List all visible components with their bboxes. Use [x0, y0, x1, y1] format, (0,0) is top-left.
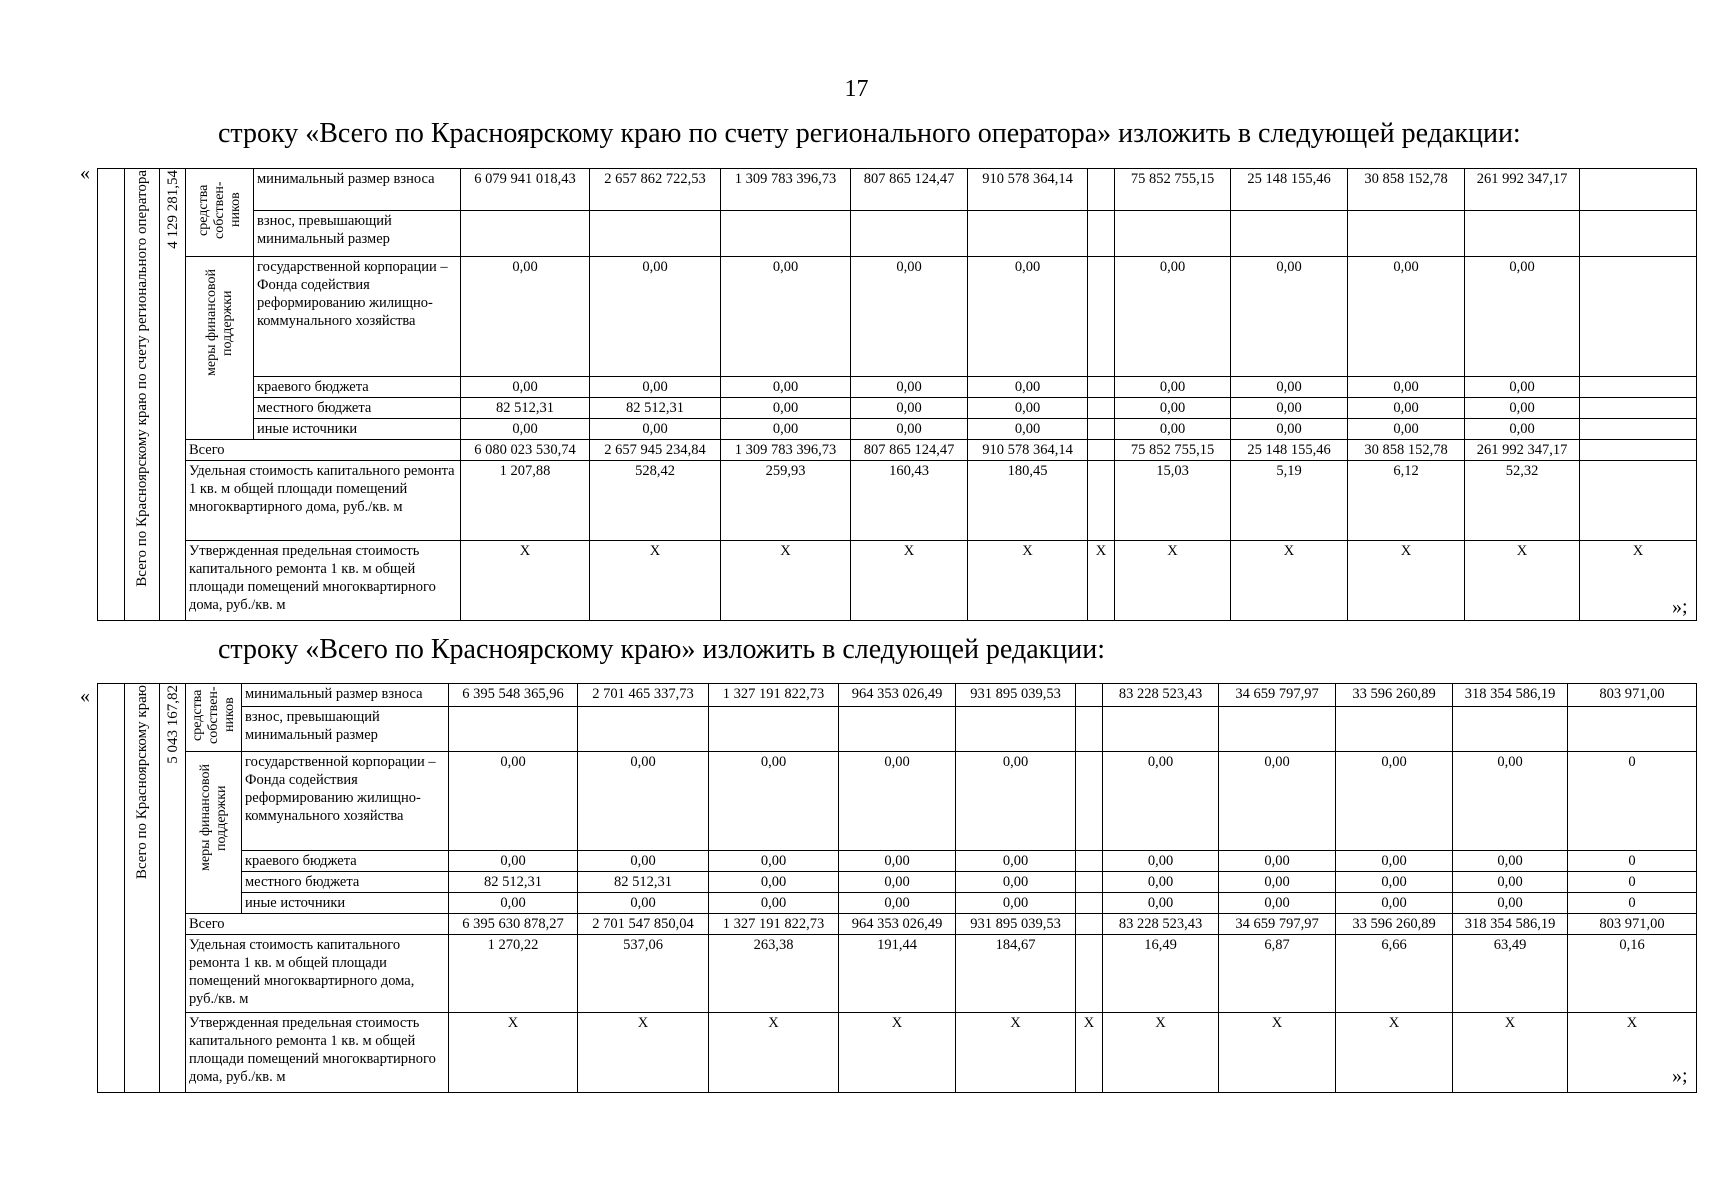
value-cell	[1088, 419, 1115, 440]
value-cell: 191,44	[839, 935, 956, 1013]
value-cell	[1580, 257, 1697, 377]
value-cell: 259,93	[721, 461, 851, 541]
row-label: иные источники	[242, 893, 449, 914]
value-cell	[851, 210, 968, 256]
value-cell: 160,43	[851, 461, 968, 541]
row-label: местного бюджета	[242, 872, 449, 893]
value-cell: 63,49	[1453, 935, 1568, 1013]
group-label-cell: Всего по Красноярскому краю	[125, 684, 160, 1093]
value-cell: 184,67	[956, 935, 1076, 1013]
section1-open-quote: «	[80, 162, 90, 184]
value-cell: 1 327 191 822,73	[709, 914, 839, 935]
value-cell	[1076, 752, 1103, 851]
value-cell: 0,00	[1231, 377, 1348, 398]
value-cell: 6,66	[1336, 935, 1453, 1013]
value-cell: X	[1219, 1013, 1336, 1093]
value-cell	[1453, 707, 1568, 752]
value-cell: 0,00	[721, 257, 851, 377]
value-cell: 803 971,00	[1568, 684, 1697, 707]
value-cell: 0,00	[578, 893, 709, 914]
value-cell: 0,00	[851, 377, 968, 398]
value-cell: 6 395 548 365,96	[449, 684, 578, 707]
value-cell: 0,00	[449, 851, 578, 872]
value-cell	[449, 707, 578, 752]
value-cell	[1580, 210, 1697, 256]
empty-margin-cell	[98, 169, 125, 621]
value-cell: 2 657 862 722,53	[590, 169, 721, 211]
value-cell: 803 971,00	[1568, 914, 1697, 935]
value-cell: 261 992 347,17	[1465, 440, 1580, 461]
value-cell: 0,00	[721, 419, 851, 440]
value-cell: X	[968, 541, 1088, 621]
value-cell: 0,00	[1348, 419, 1465, 440]
area-cell: 5 043 167,82	[160, 684, 186, 1093]
value-cell: X	[1088, 541, 1115, 621]
value-cell: 0,00	[851, 398, 968, 419]
value-cell: 0,00	[968, 377, 1088, 398]
value-cell: X	[578, 1013, 709, 1093]
value-cell: 807 865 124,47	[851, 169, 968, 211]
value-cell: 0,00	[1465, 398, 1580, 419]
value-cell	[1076, 851, 1103, 872]
value-cell	[956, 707, 1076, 752]
owners-funds-cell: средства собствен-ников	[186, 169, 254, 257]
value-cell	[1076, 893, 1103, 914]
value-cell: 25 148 155,46	[1231, 440, 1348, 461]
value-cell: 30 858 152,78	[1348, 440, 1465, 461]
value-cell: 0,00	[968, 419, 1088, 440]
value-cell: X	[1231, 541, 1348, 621]
row-label: Всего	[186, 440, 461, 461]
value-cell	[1088, 169, 1115, 211]
value-cell: X	[461, 541, 590, 621]
value-cell	[1088, 440, 1115, 461]
value-cell: 0,00	[709, 752, 839, 851]
value-cell: 0,00	[1103, 893, 1219, 914]
value-cell	[839, 707, 956, 752]
empty-margin-cell	[98, 684, 125, 1093]
section2-intro: строку «Всего по Красноярскому краю» изложить в следующей редакции:	[218, 634, 1106, 665]
row-label: государственной корпорации – Фонда содействия реформированию жилищно-коммунального хозяйства	[254, 257, 461, 377]
value-cell: 0,00	[1115, 398, 1231, 419]
row-label: минимальный размер взноса	[254, 169, 461, 211]
support-measures-cell: меры финансовой поддержки	[186, 257, 254, 440]
value-cell: 0,00	[1219, 893, 1336, 914]
value-cell: 0,00	[578, 752, 709, 851]
value-cell	[1580, 440, 1697, 461]
value-cell: 83 228 523,43	[1103, 914, 1219, 935]
value-cell: 0,00	[956, 893, 1076, 914]
row-label: местного бюджета	[254, 398, 461, 419]
value-cell	[968, 210, 1088, 256]
value-cell: X	[1348, 541, 1465, 621]
value-cell: 0,00	[1453, 851, 1568, 872]
value-cell	[1568, 707, 1697, 752]
value-cell: X	[1568, 1013, 1697, 1093]
page-number: 17	[844, 76, 869, 102]
value-cell: 0,00	[839, 851, 956, 872]
value-cell: 16,49	[1103, 935, 1219, 1013]
value-cell: 6 395 630 878,27	[449, 914, 578, 935]
value-cell: 0,00	[1453, 752, 1568, 851]
value-cell: 0,00	[709, 872, 839, 893]
owners-funds-cell: средства собствен-ников	[186, 684, 242, 752]
row-label: государственной корпорации – Фонда содействия реформированию жилищно-коммунального хозяйства	[242, 752, 449, 851]
value-cell	[1580, 377, 1697, 398]
value-cell: X	[721, 541, 851, 621]
row-label: Утвержденная предельная стоимость капитального ремонта 1 кв. м общей площади помещений многоквартирного дома, руб./кв. м	[186, 541, 461, 621]
value-cell	[1088, 257, 1115, 377]
value-cell: 0,00	[1231, 419, 1348, 440]
row-label: взнос, превышающий минимальный размер	[242, 707, 449, 752]
value-cell	[1076, 707, 1103, 752]
value-cell: 0,00	[1103, 752, 1219, 851]
value-cell	[709, 707, 839, 752]
value-cell: 83 228 523,43	[1103, 684, 1219, 707]
value-cell: 0,00	[461, 377, 590, 398]
value-cell: X	[851, 541, 968, 621]
value-cell	[1348, 210, 1465, 256]
value-cell: 52,32	[1465, 461, 1580, 541]
value-cell: 6 080 023 530,74	[461, 440, 590, 461]
value-cell: 0	[1568, 752, 1697, 851]
value-cell: X	[839, 1013, 956, 1093]
value-cell: X	[709, 1013, 839, 1093]
value-cell	[1580, 169, 1697, 211]
value-cell: 0,00	[968, 257, 1088, 377]
value-cell	[1076, 914, 1103, 935]
section2-close-quote: »;	[1672, 1065, 1688, 1087]
value-cell: X	[1336, 1013, 1453, 1093]
value-cell: 0	[1568, 851, 1697, 872]
value-cell: X	[1453, 1013, 1568, 1093]
section1-intro: строку «Всего по Красноярскому краю по счету регионального оператора» изложить в следующей редакции:	[218, 118, 1521, 149]
value-cell: 537,06	[578, 935, 709, 1013]
value-cell: 964 353 026,49	[839, 684, 956, 707]
value-cell	[578, 707, 709, 752]
value-cell	[1336, 707, 1453, 752]
value-cell: 0,00	[839, 872, 956, 893]
value-cell	[1219, 707, 1336, 752]
value-cell: 1 309 783 396,73	[721, 440, 851, 461]
value-cell: 75 852 755,15	[1115, 169, 1231, 211]
value-cell: 807 865 124,47	[851, 440, 968, 461]
value-cell: 0,00	[709, 851, 839, 872]
value-cell: 0,00	[956, 752, 1076, 851]
value-cell: 1 327 191 822,73	[709, 684, 839, 707]
value-cell: 2 701 465 337,73	[578, 684, 709, 707]
value-cell: 0,00	[851, 257, 968, 377]
row-label: Удельная стоимость капитального ремонта 1 кв. м общей площади помещений многоквартирного дома, руб./кв. м	[186, 461, 461, 541]
value-cell: 2 657 945 234,84	[590, 440, 721, 461]
value-cell	[1103, 707, 1219, 752]
row-label: краевого бюджета	[254, 377, 461, 398]
value-cell: 15,03	[1115, 461, 1231, 541]
value-cell: 82 512,31	[461, 398, 590, 419]
value-cell: 910 578 364,14	[968, 169, 1088, 211]
value-cell: 0	[1568, 893, 1697, 914]
value-cell: 0,00	[1453, 872, 1568, 893]
section2-open-quote: «	[80, 685, 90, 707]
value-cell	[1580, 419, 1697, 440]
value-cell: 0,00	[1103, 872, 1219, 893]
value-cell: 0,00	[1231, 398, 1348, 419]
value-cell: 261 992 347,17	[1465, 169, 1580, 211]
value-cell: 0,00	[1336, 893, 1453, 914]
value-cell: 0,00	[721, 377, 851, 398]
value-cell: 0,00	[956, 851, 1076, 872]
value-cell: 0,00	[1336, 851, 1453, 872]
section1-close-quote: »;	[1672, 596, 1688, 618]
value-cell	[1088, 398, 1115, 419]
value-cell: 25 148 155,46	[1231, 169, 1348, 211]
value-cell	[721, 210, 851, 256]
value-cell	[1580, 398, 1697, 419]
value-cell: 0,00	[1231, 257, 1348, 377]
value-cell	[1115, 210, 1231, 256]
value-cell: 5,19	[1231, 461, 1348, 541]
row-label: Удельная стоимость капитального ремонта 1 кв. м общей площади помещений многоквартирного дома, руб./кв. м	[186, 935, 449, 1013]
value-cell: X	[1465, 541, 1580, 621]
value-cell: 75 852 755,15	[1115, 440, 1231, 461]
value-cell	[1088, 210, 1115, 256]
value-cell: X	[590, 541, 721, 621]
row-label: взнос, превышающий минимальный размер	[254, 210, 461, 256]
value-cell: 0,00	[449, 752, 578, 851]
value-cell: 0,00	[839, 893, 956, 914]
value-cell: 0,00	[1453, 893, 1568, 914]
value-cell: 931 895 039,53	[956, 684, 1076, 707]
support-measures-cell: меры финансовой поддержки	[186, 752, 242, 914]
value-cell: 6,12	[1348, 461, 1465, 541]
row-label: Всего	[186, 914, 449, 935]
value-cell: 0,00	[461, 257, 590, 377]
value-cell	[1231, 210, 1348, 256]
value-cell	[590, 210, 721, 256]
value-cell: 82 512,31	[590, 398, 721, 419]
value-cell: 0,00	[590, 377, 721, 398]
value-cell: 318 354 586,19	[1453, 684, 1568, 707]
value-cell: 964 353 026,49	[839, 914, 956, 935]
value-cell: 0,00	[578, 851, 709, 872]
value-cell	[1088, 461, 1115, 541]
value-cell: 0,00	[461, 419, 590, 440]
value-cell: 910 578 364,14	[968, 440, 1088, 461]
value-cell: 0,00	[1115, 419, 1231, 440]
row-label: минимальный размер взноса	[242, 684, 449, 707]
value-cell: 0,00	[721, 398, 851, 419]
value-cell: 931 895 039,53	[956, 914, 1076, 935]
value-cell: 6,87	[1219, 935, 1336, 1013]
value-cell: X	[1076, 1013, 1103, 1093]
value-cell: 0,00	[1219, 851, 1336, 872]
value-cell: 82 512,31	[578, 872, 709, 893]
value-cell: 263,38	[709, 935, 839, 1013]
value-cell	[1580, 461, 1697, 541]
row-label: иные источники	[254, 419, 461, 440]
value-cell	[1076, 684, 1103, 707]
value-cell: 2 701 547 850,04	[578, 914, 709, 935]
area-cell: 4 129 281,54	[160, 169, 186, 621]
value-cell: 0,16	[1568, 935, 1697, 1013]
section2-table	[97, 683, 1697, 1093]
row-label: краевого бюджета	[242, 851, 449, 872]
value-cell: 33 596 260,89	[1336, 914, 1453, 935]
value-cell: 0,00	[839, 752, 956, 851]
value-cell	[1076, 872, 1103, 893]
value-cell: 0,00	[1115, 257, 1231, 377]
value-cell: 0,00	[1336, 872, 1453, 893]
value-cell: 0,00	[956, 872, 1076, 893]
value-cell: 0,00	[968, 398, 1088, 419]
value-cell: X	[1115, 541, 1231, 621]
value-cell: 180,45	[968, 461, 1088, 541]
value-cell: 0,00	[1103, 851, 1219, 872]
section1-table	[97, 168, 1697, 621]
value-cell: 0,00	[1465, 377, 1580, 398]
value-cell	[1088, 377, 1115, 398]
value-cell: 0,00	[449, 893, 578, 914]
value-cell: 0,00	[851, 419, 968, 440]
value-cell: 0,00	[1348, 398, 1465, 419]
value-cell: 1 270,22	[449, 935, 578, 1013]
value-cell: 82 512,31	[449, 872, 578, 893]
group-label-cell: Всего по Красноярскому краю по счету регионального оператора	[125, 169, 160, 621]
row-label: Утвержденная предельная стоимость капитального ремонта 1 кв. м общей площади помещений многоквартирного дома, руб./кв. м	[186, 1013, 449, 1093]
value-cell: 0,00	[1336, 752, 1453, 851]
value-cell: X	[449, 1013, 578, 1093]
value-cell: 318 354 586,19	[1453, 914, 1568, 935]
value-cell: X	[1580, 541, 1697, 621]
value-cell: 1 207,88	[461, 461, 590, 541]
value-cell: 30 858 152,78	[1348, 169, 1465, 211]
value-cell: 0,00	[1115, 377, 1231, 398]
value-cell: 6 079 941 018,43	[461, 169, 590, 211]
value-cell: 0,00	[1219, 872, 1336, 893]
value-cell: X	[1103, 1013, 1219, 1093]
value-cell	[461, 210, 590, 256]
value-cell: 0,00	[590, 419, 721, 440]
value-cell	[1076, 935, 1103, 1013]
value-cell: 34 659 797,97	[1219, 914, 1336, 935]
value-cell: 0,00	[1348, 377, 1465, 398]
value-cell: 34 659 797,97	[1219, 684, 1336, 707]
value-cell: 0,00	[590, 257, 721, 377]
value-cell: 33 596 260,89	[1336, 684, 1453, 707]
value-cell: 0,00	[709, 893, 839, 914]
value-cell: 528,42	[590, 461, 721, 541]
value-cell: 0,00	[1465, 257, 1580, 377]
value-cell: X	[956, 1013, 1076, 1093]
value-cell	[1465, 210, 1580, 256]
value-cell: 0,00	[1348, 257, 1465, 377]
value-cell: 0	[1568, 872, 1697, 893]
value-cell: 1 309 783 396,73	[721, 169, 851, 211]
value-cell: 0,00	[1219, 752, 1336, 851]
value-cell: 0,00	[1465, 419, 1580, 440]
